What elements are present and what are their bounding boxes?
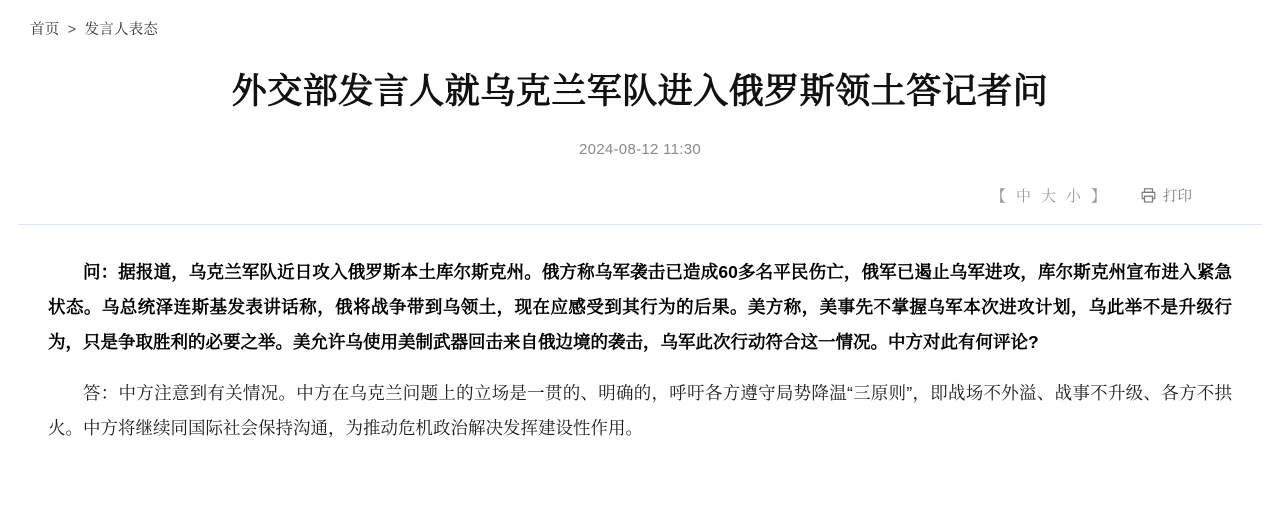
article-toolbar xyxy=(0,184,1280,208)
breadcrumb-current: 发言人表态 xyxy=(84,22,159,38)
print-button[interactable] xyxy=(1140,185,1192,206)
font-size-selector xyxy=(991,185,1106,206)
answer-paragraph: 答：中方注意到有关情况。中方在乌克兰问题上的立场是一贯的、明确的，呼吁各方遵守局势降温“三原则”，即战场不外溢、战事不升级、各方不拱火。中方将继续同国际社会保持沟通，为推动危机政治解决发挥建设性作用。 xyxy=(48,382,1232,438)
breadcrumb-separator: > xyxy=(67,22,77,38)
breadcrumb xyxy=(0,0,1280,39)
question-paragraph: 问：据报道，乌克兰军队近日攻入俄罗斯本土库尔斯克州。俄方称乌军袭击已造成60多名平民伤亡，俄军已遏止乌军进攻，库尔斯克州宣布进入紧急状态。乌总统泽连斯基发表讲话称，俄将战争带到乌领土，现在应感受到其行为的后果。美方称，美事先不掌握乌军本次进攻计划，乌此举不是升级行为，只是争取胜利的必要之举。美允许乌使用美制武器回击来自俄边境的袭击，乌军此次行动符合这一情况。中方对此有何评论? xyxy=(48,261,1232,352)
bracket-right: 】 xyxy=(1090,188,1106,205)
bracket-left: 【 xyxy=(990,188,1006,205)
publish-date: 2024-08-12 11:30 xyxy=(578,140,702,158)
page-title: 外交部发言人就乌克兰军队进入俄罗斯领土答记者问 xyxy=(231,72,1049,111)
article-content xyxy=(0,225,1280,446)
font-size-large-button[interactable]: 大 xyxy=(1040,188,1056,205)
printer-icon xyxy=(1140,187,1157,204)
article-header xyxy=(0,69,1280,158)
font-size-small-button[interactable]: 小 xyxy=(1065,188,1081,205)
print-label: 打印 xyxy=(1163,189,1192,205)
breadcrumb-home-link[interactable]: 首页 xyxy=(30,22,60,38)
font-size-medium-button[interactable]: 中 xyxy=(1015,188,1031,205)
